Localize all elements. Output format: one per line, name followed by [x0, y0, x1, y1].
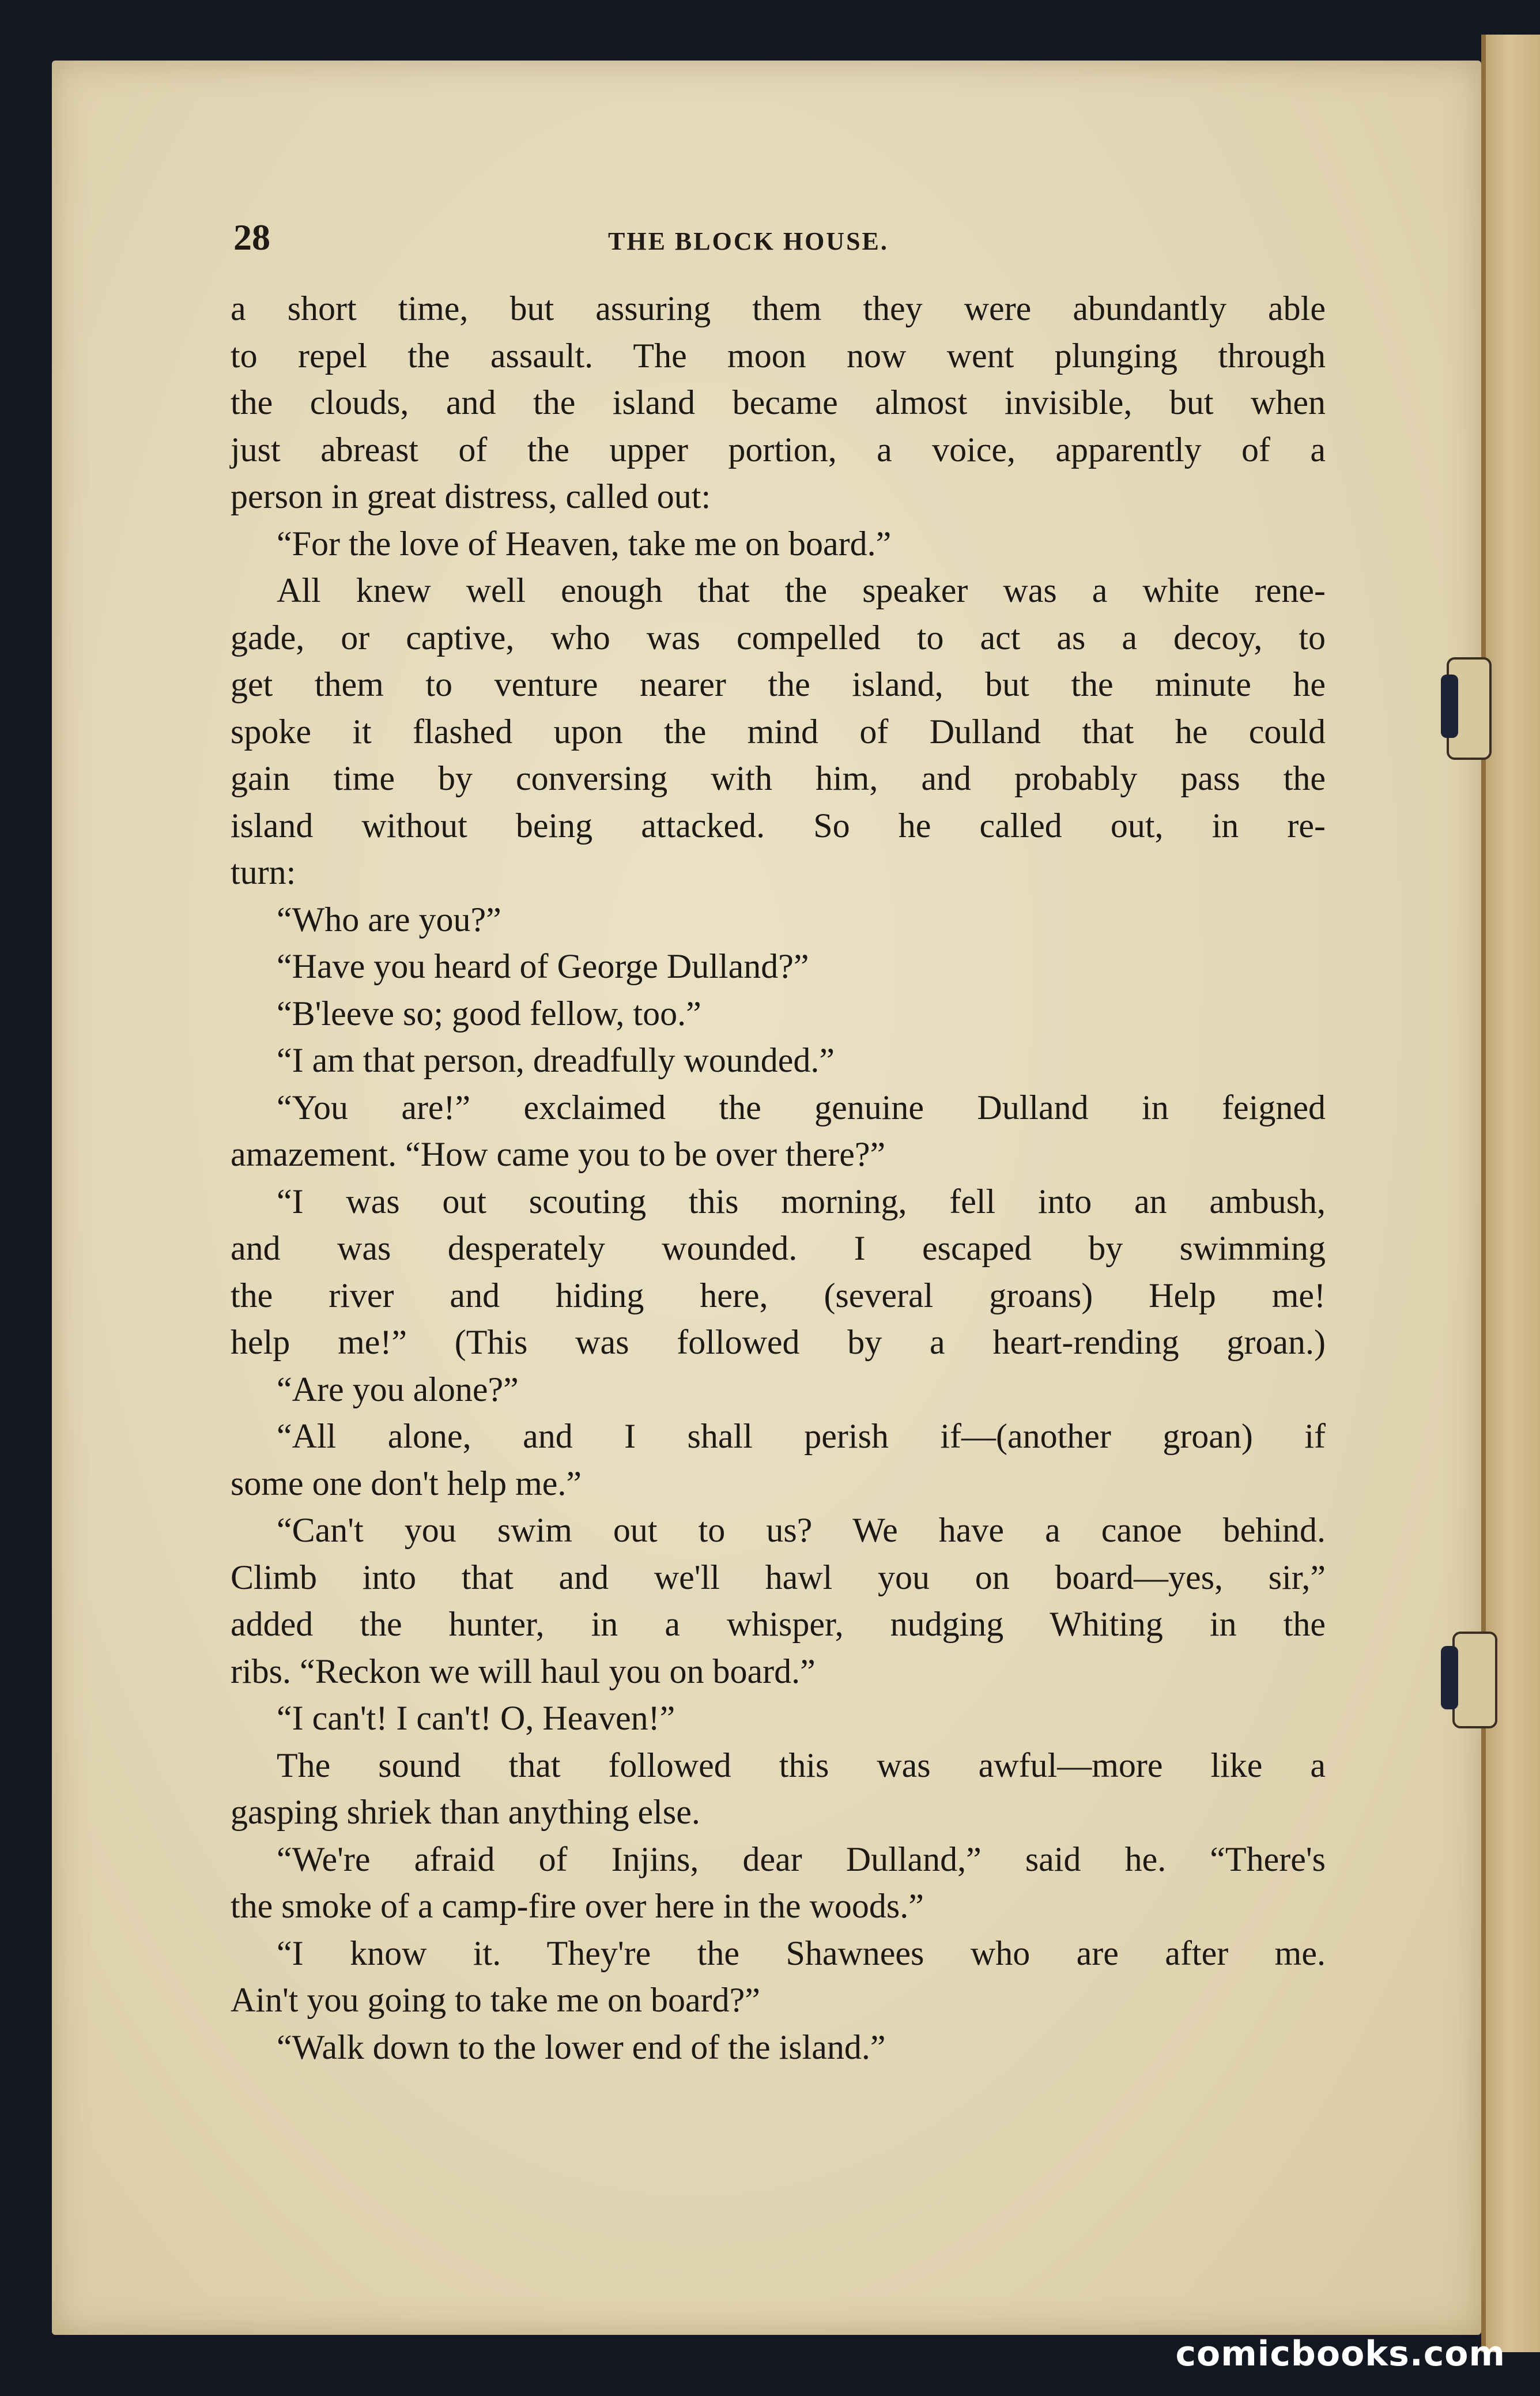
text-line: some one don't help me.” — [231, 1464, 582, 1502]
text-line: “For the love of Heaven, take me on board.” — [277, 524, 892, 563]
text-line: just abreast of the upper portion, a voice, apparently of a — [231, 430, 1326, 469]
text-line: “We're afraid of Injins, dear Dulland,” said he. “There's — [277, 1840, 1326, 1878]
text-line: a short time, but assuring them they were abundantly able — [231, 289, 1326, 327]
text-line: “I was out scouting this morning, fell into an ambush, — [277, 1182, 1326, 1220]
text-line: “All alone, and I shall perish if—(another groan) if — [277, 1417, 1326, 1455]
text-line: gade, or captive, who was compelled to act as a decoy, to — [231, 618, 1326, 657]
book-spine — [1481, 35, 1540, 2352]
text-line: island without being attacked. So he called out, in re- — [231, 806, 1326, 845]
text-line: “I am that person, dreadfully wounded.” — [277, 1041, 835, 1079]
text-line: get them to venture nearer the island, but the minute he — [231, 665, 1326, 703]
binding-mark-upper — [1441, 675, 1458, 738]
text-line: gain time by conversing with him, and probably pass the — [231, 759, 1326, 797]
text-line: and was desperately wounded. I escaped by swimming — [231, 1229, 1326, 1267]
text-line: “Who are you?” — [277, 900, 501, 939]
page-body — [231, 285, 1326, 2071]
text-line: “You are!” exclaimed the genuine Dulland in feigned — [277, 1088, 1326, 1127]
text-line: “I know it. They're the Shawnees who are after me. — [277, 1934, 1326, 1972]
text-line: “Are you alone?” — [277, 1370, 519, 1408]
text-line: The sound that followed this was awful—more like a — [277, 1746, 1326, 1784]
text-line: “Can't you swim out to us? We have a canoe behind. — [277, 1511, 1326, 1549]
page-header — [233, 216, 1328, 268]
text-line: Climb into that and we'll hawl you on board—yes, sir,” — [231, 1558, 1326, 1596]
text-line: gasping shriek than anything else. — [231, 1793, 700, 1831]
text-line: person in great distress, called out: — [231, 477, 711, 515]
binding-mark-lower — [1441, 1646, 1458, 1709]
text-line: Ain't you going to take me on board?” — [231, 1981, 760, 2019]
text-line: added the hunter, in a whisper, nudging Whiting in the — [231, 1605, 1326, 1643]
text-line: help me!” (This was followed by a heart-rending groan.) — [231, 1323, 1326, 1361]
text-line: spoke it flashed upon the mind of Dulland that he could — [231, 712, 1326, 751]
text-line: “Have you heard of George Dulland?” — [277, 947, 809, 985]
text-line: the smoke of a camp-fire over here in the woods.” — [231, 1887, 924, 1925]
text-line: “I can't! I can't! O, Heaven!” — [277, 1699, 675, 1737]
text-line: “B'leeve so; good fellow, too.” — [277, 994, 701, 1033]
text-line: to repel the assault. The moon now went plunging through — [231, 336, 1326, 375]
watermark: comicbooks.com — [1175, 2334, 1505, 2374]
text-line: “Walk down to the lower end of the island.” — [277, 2028, 886, 2066]
text-line: ribs. “Reckon we will haul you on board.” — [231, 1652, 816, 1690]
text-line: the river and hiding here, (several groans) Help me! — [231, 1276, 1326, 1314]
page-number: 28 — [233, 217, 270, 258]
text-line: turn: — [231, 853, 296, 891]
text-line: amazement. “How came you to be over there?” — [231, 1135, 886, 1173]
text-line: the clouds, and the island became almost invisible, but when — [231, 383, 1326, 421]
binding-tab-lower — [1452, 1632, 1497, 1728]
text-line: All knew well enough that the speaker was a white rene- — [277, 571, 1326, 609]
running-head: THE BLOCK HOUSE. — [608, 227, 889, 255]
